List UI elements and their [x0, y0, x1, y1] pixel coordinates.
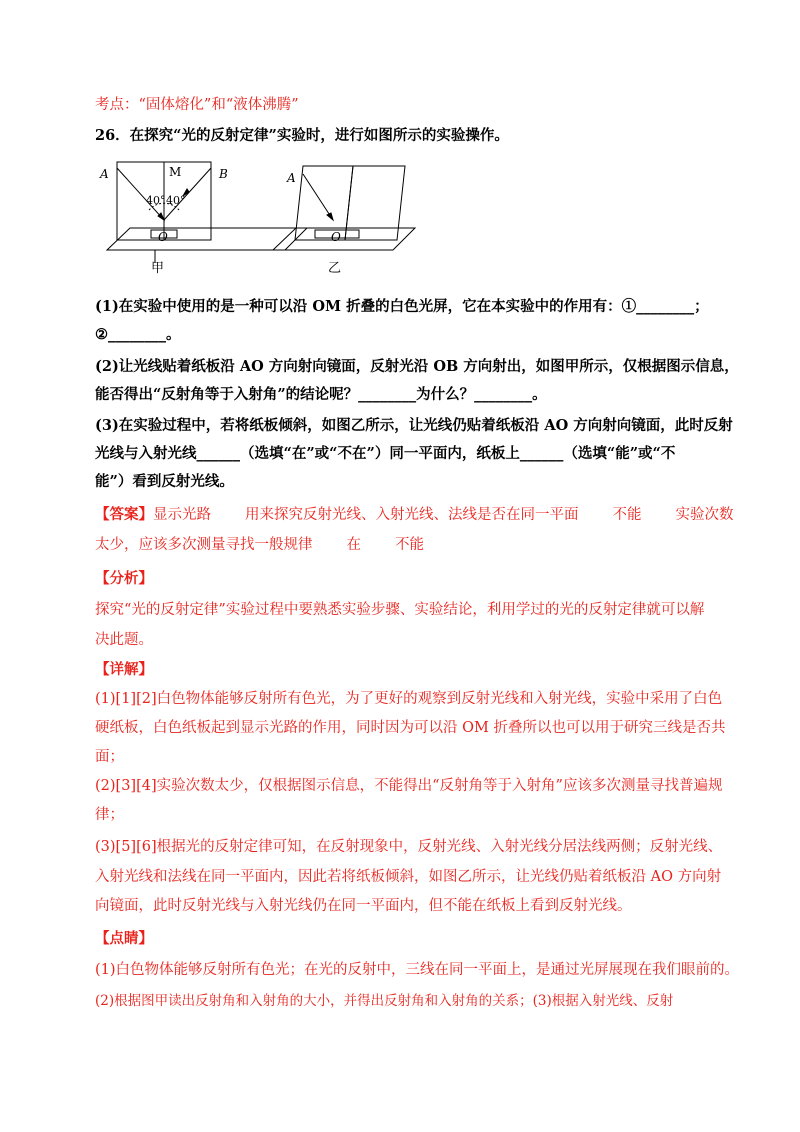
- detail-tag: 【详解】: [95, 661, 153, 678]
- detail-line: 面；: [95, 749, 124, 765]
- q1-line1: (1)在实验中使用的是一种可以沿 OM 折叠的白色光屏，它在本实验中的作用有：①________；: [95, 298, 709, 315]
- label-o-jia: O: [158, 230, 168, 244]
- angle-left-jia: 40°: [146, 194, 166, 207]
- detail-line: (2)[3][4]实验次数太少，仅根据图示信息，不能得出“反射角等于入射角”应该多次测量寻找普遍规: [95, 778, 723, 794]
- q2-line2: 能否得出“反射角等于入射角”的结论呢？________为什么？________。: [95, 386, 547, 403]
- figure: [95, 158, 425, 278]
- dianjing-line2: (2)根据图甲读出反射角和入射角的大小，并得出反射角和入射角的关系；(3)根据入射光线、反射: [95, 993, 674, 1009]
- caption-jia: 甲: [151, 261, 165, 276]
- q3-line1: (3)在实验过程中，若将纸板倾斜，如图乙所示，让光线仍贴着纸板沿 AO 方向射向镜面，此时反射: [95, 417, 733, 434]
- label-m-jia: M: [169, 165, 182, 179]
- label-o-yi: O: [331, 230, 341, 244]
- caption-yi: 乙: [328, 261, 342, 276]
- detail-line: 向镜面，此时反射光线与入射光线仍在同一平面内，但不能在纸板上看到反射光线。: [95, 898, 632, 914]
- detail-line: 入射光线和法线在同一平面内，因此若将纸板倾斜，如图乙所示，让光线仍贴着纸板沿 AO 方向射: [95, 869, 722, 885]
- ray-ao-yi: [303, 174, 333, 220]
- answer-tag: 【答案】: [95, 506, 153, 523]
- analysis-line1: 探究“光的反射定律”实验过程中要熟悉实验步骤、实验结论，利用学过的光的反射定律就可以解: [95, 602, 705, 618]
- board-yi-right: [345, 166, 405, 240]
- detail-line: 硬纸板，白色纸板起到显示光路的作用，同时因为可以沿 OM 折叠所以也可以用于研究三线是否共: [95, 720, 726, 736]
- angle-right-jia: 40°: [166, 194, 186, 207]
- dianjing-tag: 【点睛】: [95, 930, 153, 947]
- figure-jia: [107, 162, 307, 263]
- analysis-line2: 决此题。: [95, 632, 153, 648]
- board-yi-left: [295, 166, 353, 240]
- mirror-plane-yi: [273, 228, 415, 250]
- detail-line: (1)[1][2]白色物体能够反射所有色光，为了更好的观察到反射光线和入射光线，实验中采用了白色: [95, 691, 723, 707]
- label-a-jia: A: [100, 167, 109, 181]
- kaodian-line: 考点：“固体熔化”和“液体沸腾”: [95, 97, 299, 113]
- detail-line: (3)[5][6]根据光的反射定律可知，在反射现象中，反射光线、入射光线分居法线两侧；反射光线、: [95, 839, 723, 855]
- q3-line2: 光线与入射光线______（选填“在”或“不在”）同一平面内，纸板上______（选填“能”或“不: [95, 445, 676, 462]
- q2-line1: (2)让光线贴着纸板沿 AO 方向射向镜面，反射光沿 OB 方向射出，如图甲所示，仅根据图示信息，: [95, 358, 739, 375]
- answer-line1: 【答案】显示光路 用来探究反射光线、入射光线、法线是否在同一平面 不能 实验次数: [95, 506, 734, 523]
- detail-line: 律；: [95, 807, 124, 823]
- dianjing-line1: (1)白色物体能够反射所有色光；在光的反射中，三线在同一平面上，是通过光屏展现在我们眼前的。: [95, 962, 740, 978]
- label-b-jia: B: [219, 167, 228, 181]
- analysis-tag: 【分析】: [95, 570, 153, 587]
- answer-line2: 太少，应该多次测量寻找一般规律 在 不能: [95, 537, 424, 553]
- q1-line2: ②________。: [95, 326, 181, 343]
- label-a-yi: A: [287, 171, 296, 185]
- q3-line3: 能”）看到反射光线。: [95, 473, 234, 490]
- question-title: 26．在探究“光的反射定律”实验时，进行如图所示的实验操作。: [95, 127, 509, 144]
